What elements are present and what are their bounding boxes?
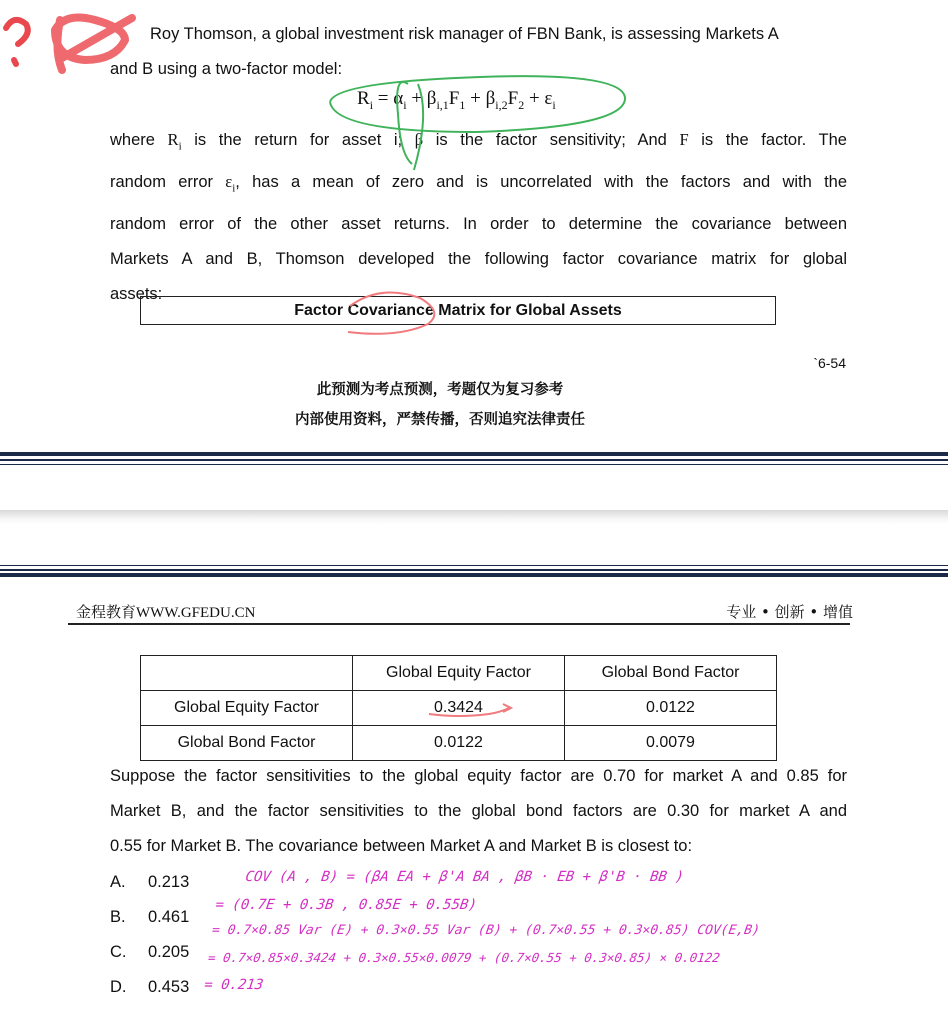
eq-f1: F	[448, 88, 460, 109]
para-line-3: random error of the other asset returns. In order to determine the covariance between	[110, 214, 847, 233]
table-cell: 0.0122	[564, 691, 776, 726]
option-letter: A.	[110, 873, 126, 891]
hw-line-2: = (0.7E + 0.3B , 0.85E + 0.55B)	[214, 897, 478, 913]
eq-eps: ε	[544, 88, 553, 109]
table-cell	[141, 656, 353, 691]
page-rule	[0, 565, 948, 566]
table-row	[141, 726, 777, 761]
question-body	[110, 759, 847, 864]
eq-alpha: α	[393, 88, 404, 109]
hw-line-1: COV (A , B) = (βA EA + β'A BA , βB · EB + β'B · BB )	[244, 869, 685, 885]
para-var-f: F	[679, 130, 689, 149]
para-line-2	[110, 164, 847, 206]
para-var-r-sub: i	[178, 140, 182, 153]
pink-circle-annotation	[330, 286, 450, 336]
eq-beta1: β	[426, 88, 437, 109]
answer-options	[110, 865, 189, 1005]
para-text: random error	[110, 173, 226, 192]
para-var-eps-sub: i	[232, 182, 236, 195]
para-text: is the factor sensitivity; And	[423, 131, 680, 149]
option-letter: B.	[110, 908, 126, 926]
page-rule	[0, 573, 948, 577]
header-rule	[68, 623, 850, 625]
para-text: , has a mean of zero and is uncorrelated with the factors and with the	[235, 173, 848, 192]
option-c[interactable]	[110, 935, 189, 970]
notice-line-2: 内部使用资料，严禁传播，否则追究法律责任	[295, 412, 585, 428]
option-b[interactable]	[110, 900, 189, 935]
two-factor-equation: $R_i = \alpha_i + \beta_{i,1}F_1 + \beta_{i,2}F_2 + \varepsilon_i$	[357, 88, 556, 112]
option-value: 0.461	[148, 908, 190, 926]
eq-f1-sub: 1	[459, 97, 466, 112]
option-value: 0.213	[148, 873, 190, 891]
page-rule	[0, 452, 948, 456]
option-a[interactable]	[110, 865, 189, 900]
para-text: is the factor. The	[688, 131, 847, 149]
pink-underline-annotation	[425, 700, 525, 720]
para-text: where	[110, 131, 168, 149]
table-cell: 0.0122	[352, 726, 564, 761]
para-text: is the return for asset i;	[181, 131, 415, 149]
table-row-header: Global Bond Factor	[141, 726, 353, 761]
header-left: 金程教育WWW.GFEDU.CN	[76, 605, 256, 621]
option-letter: C.	[110, 943, 127, 961]
red-scribble-annotation	[0, 0, 160, 80]
hw-line-3: = 0.7×0.85 Var (E) + 0.3×0.55 Var (B) + (0.7×0.55 + 0.3×0.85) COV(E,B)	[210, 923, 761, 938]
table-header: Global Bond Factor	[564, 656, 776, 691]
eq-eps-sub: i	[552, 97, 556, 112]
header-right: 专业 • 创新 • 增值	[726, 603, 853, 621]
option-letter: D.	[110, 978, 127, 996]
page-rule	[0, 569, 948, 571]
eq-lhs: R	[357, 88, 370, 109]
eq-f2-sub: 2	[518, 97, 525, 112]
question-intro: Roy Thomson, a global investment risk manager of FBN Bank, is assessing Markets A	[150, 25, 779, 43]
option-d[interactable]	[110, 970, 189, 1005]
para-line-4: Markets A and B, Thomson developed the following factor covariance matrix for global	[110, 249, 847, 268]
table-row	[141, 656, 777, 691]
question-line: Market B, and the factor sensitivities to the global bond factors are 0.30 for market A and	[110, 802, 847, 820]
eq-beta2-sub: i,2	[495, 97, 508, 112]
para-var-eps: ε	[225, 172, 233, 192]
table-row-header: Global Equity Factor	[141, 691, 353, 726]
option-value: 0.205	[148, 943, 190, 961]
notice-line-1: 此预测为考点预测，考题仅为复习参考	[316, 382, 564, 398]
eq-f2: F	[507, 88, 519, 109]
hw-line-5: = 0.213	[203, 977, 265, 993]
table-cell: 0.3424	[352, 691, 564, 726]
option-value: 0.453	[148, 978, 190, 996]
page-rule	[0, 464, 948, 465]
eq-beta1-sub: i,1	[436, 97, 449, 112]
page-number: `6-54	[813, 355, 846, 371]
question-line: 0.55 for Market B. The covariance between Market A and Market B is closest to:	[110, 837, 693, 855]
handwritten-solution	[202, 862, 948, 998]
question-line: Suppose the factor sensitivities to the global equity factor are 0.70 for market A and 0.85 for	[110, 767, 847, 785]
eq-lhs-sub: i	[369, 97, 374, 112]
eq-beta2: β	[485, 88, 496, 109]
page-gap	[0, 510, 948, 524]
hw-line-4: = 0.7×0.85×0.3424 + 0.3×0.55×0.0079 + (0.7×0.55 + 0.3×0.85) × 0.0122	[207, 950, 721, 965]
matrix-title-box	[140, 296, 776, 325]
green-ellipse-annotation	[320, 62, 640, 162]
table-header: Global Equity Factor	[352, 656, 564, 691]
matrix-title: Factor Covariance Matrix for Global Assets	[294, 302, 622, 319]
question-intro-line2: and B using a two-factor model:	[110, 60, 343, 78]
page-rule	[0, 459, 948, 461]
para-line-5: assets:	[110, 284, 163, 303]
table-cell: 0.0079	[564, 726, 776, 761]
para-var-r: R	[167, 130, 179, 149]
eq-alpha-sub: i	[403, 97, 407, 112]
para-var-beta: β	[414, 130, 424, 149]
